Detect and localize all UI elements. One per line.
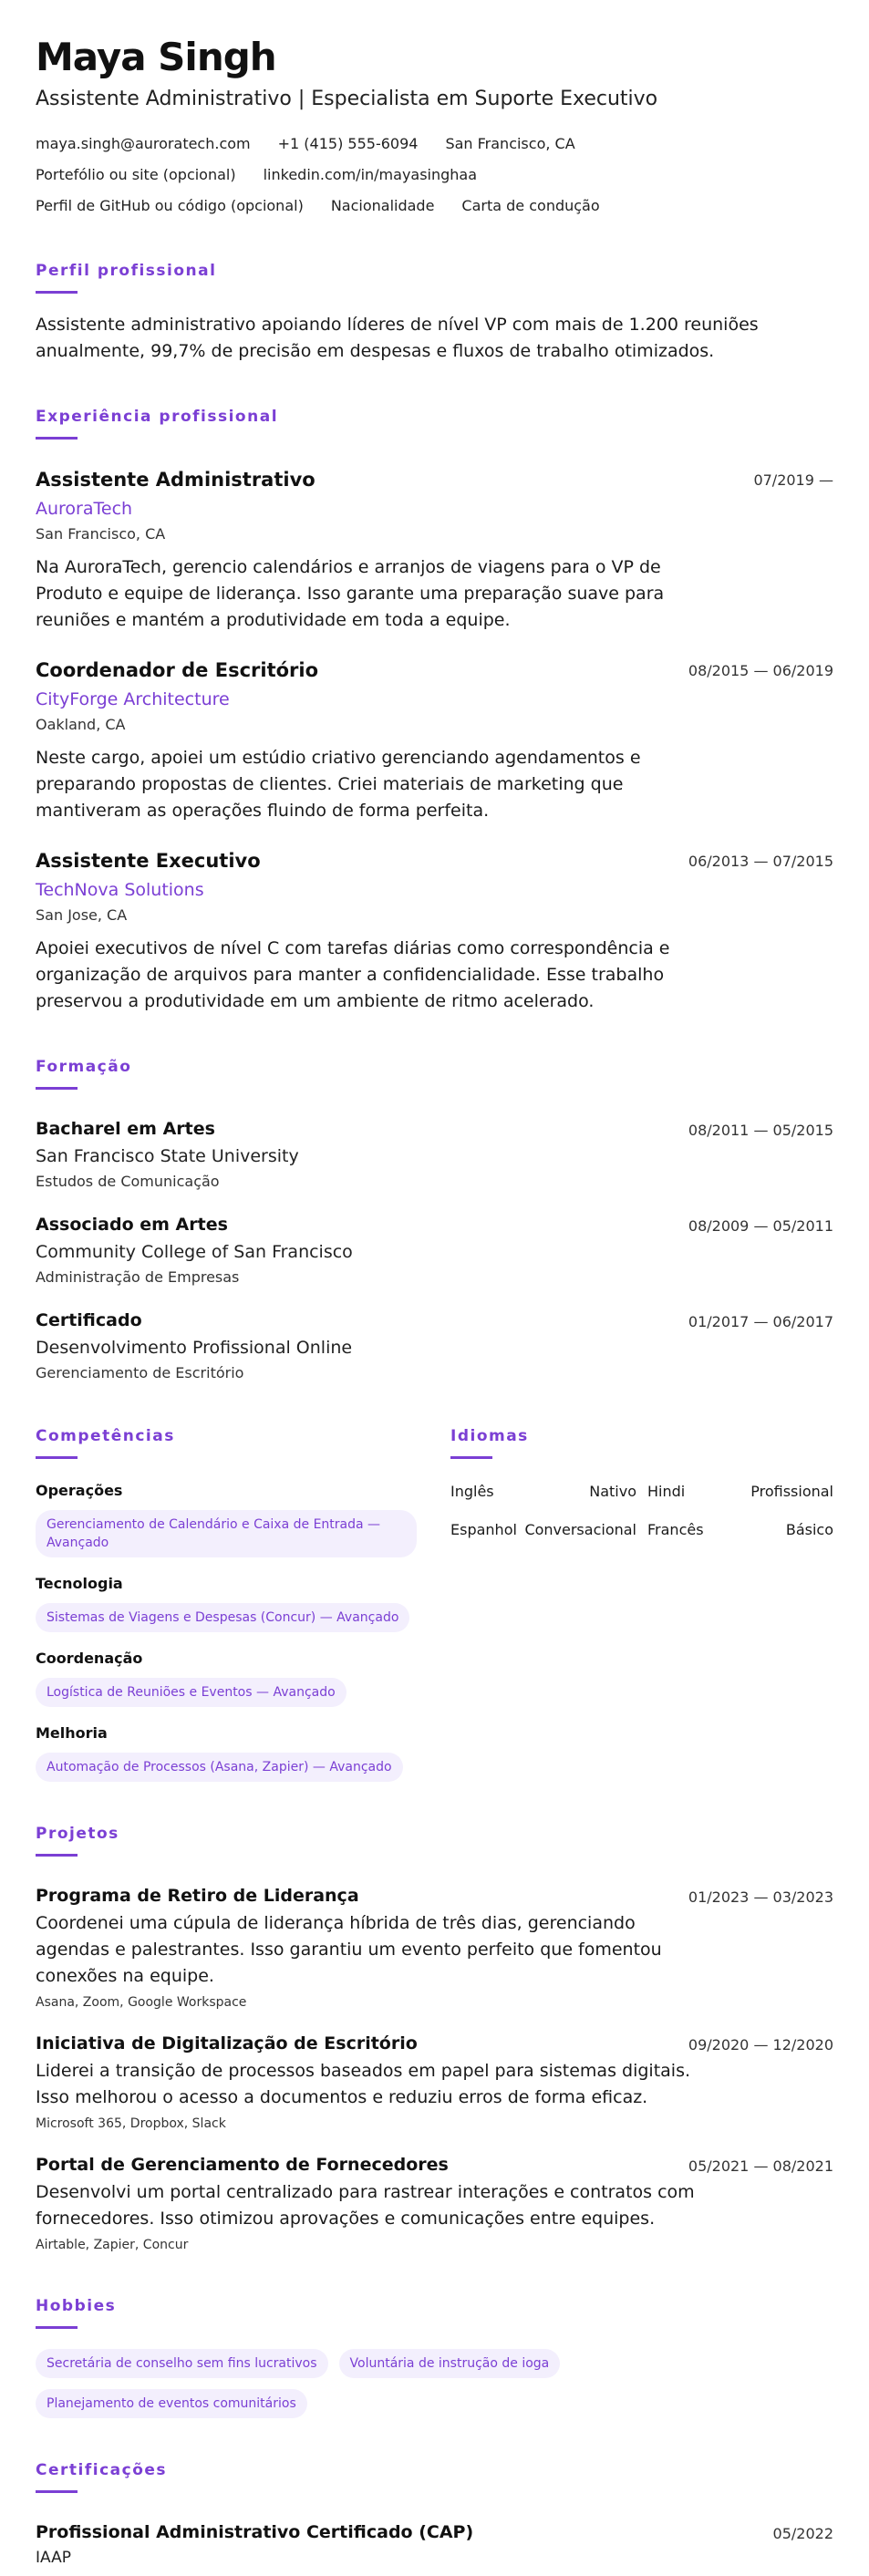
job-location: San Francisco, CA: [36, 525, 166, 543]
section-title: Idiomas: [450, 1427, 529, 1445]
field-of-study: Estudos de Comunicação: [36, 1173, 220, 1190]
projects-section: [36, 1824, 833, 2254]
language-item: [450, 1481, 636, 1503]
hobby-chip: Secretária de conselho sem fins lucrativos: [36, 2349, 328, 2378]
language-item: [450, 1519, 636, 1541]
profile-section: [36, 261, 833, 365]
project-dates: 09/2020 — 12/2020: [688, 2036, 833, 2054]
job-dates: 06/2013 — 07/2015: [688, 853, 833, 870]
experience-item: [36, 657, 833, 824]
skill-group: [36, 1574, 423, 1632]
skill-chip: Logística de Reuniões e Eventos — Avançado: [36, 1678, 347, 1707]
job-dates: 08/2015 — 06/2019: [688, 662, 833, 679]
degree-name: Certificado: [36, 1310, 142, 1330]
job-title: Assistente Administrativo: [36, 469, 316, 491]
skill-group: [36, 1649, 423, 1707]
candidate-name: Maya Singh: [36, 35, 276, 79]
skill-category: Tecnologia: [36, 1575, 123, 1592]
certification-item: [36, 2520, 833, 2569]
project-title: Iniciativa de Digitalização de Escritório: [36, 2033, 418, 2054]
language-level: Nativo: [589, 1483, 636, 1500]
experience-section: [36, 407, 833, 1015]
contact-phone[interactable]: +1 (415) 555-6094: [277, 135, 419, 152]
skills-section: [36, 1426, 423, 1782]
language-item: [647, 1519, 833, 1541]
section-divider: [36, 1854, 78, 1857]
profile-summary: Assistente administrativo apoiando líderes de nível VP com mais de 1.200 reuniões anualmente, 99,7% de precisão em despesas e fluxos de trabalho otimizados.: [36, 315, 759, 361]
skill-category: Melhoria: [36, 1724, 108, 1742]
hobby-list: [36, 2349, 833, 2418]
section-divider: [36, 437, 78, 440]
contact-nationality: Nacionalidade: [330, 197, 435, 214]
project-tech: Asana, Zoom, Google Workspace: [36, 1995, 247, 2010]
resume-header: [36, 35, 833, 217]
job-description: Na AuroraTech, gerencio calendários e arranjos de viagens para o VP de Produto e equipe de liderança. Isso garante uma preparação suave para reuniões e mantém a produtividade em toda a equipe.: [36, 557, 665, 630]
degree-name: Associado em Artes: [36, 1215, 228, 1235]
section-divider: [36, 1456, 78, 1459]
project-description: Liderei a transição de processos baseados em papel para sistemas digitais. Isso melhorou o acesso a documentos e reduziu erros de forma eficaz.: [36, 2061, 691, 2107]
section-divider: [36, 1087, 78, 1090]
job-title: Coordenador de Escritório: [36, 659, 319, 681]
language-name: Espanhol: [450, 1521, 517, 1538]
contact-email[interactable]: maya.singh@auroratech.com: [36, 135, 251, 152]
language-level: Básico: [785, 1521, 833, 1538]
section-title: Projetos: [36, 1825, 119, 1843]
job-title: Assistente Executivo: [36, 850, 261, 872]
school-name: San Francisco State University: [36, 1146, 299, 1166]
skill-category: Operações: [36, 1482, 123, 1499]
contact-location: San Francisco, CA: [445, 135, 575, 152]
project-dates: 01/2023 — 03/2023: [688, 1888, 833, 1906]
section-title: Competências: [36, 1427, 175, 1445]
language-name: Inglês: [450, 1483, 494, 1500]
skill-chip: Automação de Processos (Asana, Zapier) — Avançado: [36, 1753, 403, 1782]
education-item: [36, 1309, 833, 1384]
education-dates: 08/2009 — 05/2011: [688, 1217, 833, 1235]
language-item: [647, 1481, 833, 1503]
contact-list: [36, 133, 747, 217]
language-name: Hindi: [647, 1483, 686, 1500]
education-item: [36, 1213, 833, 1288]
skill-chip: Gerenciamento de Calendário e Caixa de Entrada — Avançado: [36, 1510, 417, 1557]
project-title: Portal de Gerenciamento de Fornecedores: [36, 2155, 449, 2175]
language-level: Conversacional: [524, 1521, 636, 1538]
section-title: Experiência profissional: [36, 408, 279, 426]
skills-languages-row: [36, 1426, 833, 1782]
project-tech: Airtable, Zapier, Concur: [36, 2238, 189, 2252]
section-divider: [36, 2490, 78, 2493]
section-divider: [36, 291, 78, 294]
school-name: Community College of San Francisco: [36, 1242, 353, 1262]
company-name: AuroraTech: [36, 499, 133, 519]
candidate-headline: Assistente Administrativo | Especialista em Suporte Executivo: [36, 88, 658, 110]
project-item: [36, 2153, 833, 2254]
skill-group: [36, 1723, 423, 1782]
job-description: Apoiei executivos de nível C com tarefas diárias como correspondência e organização de arquivos para manter a confidencialidade. Esse trabalho preservou a produtividade em um ambiente de ritmo acelerado.: [36, 938, 670, 1011]
job-description: Neste cargo, apoiei um estúdio criativo gerenciando agendamentos e preparando propostas de clientes. Criei materiais de marketing que mantiveram as operações fluindo de forma perfeita.: [36, 748, 641, 821]
language-level: Profissional: [750, 1483, 833, 1500]
education-dates: 01/2017 — 06/2017: [688, 1313, 833, 1330]
job-location: Oakland, CA: [36, 716, 126, 733]
school-name: Desenvolvimento Profissional Online: [36, 1338, 353, 1358]
skill-group: [36, 1481, 423, 1557]
project-description: Coordenei uma cúpula de liderança híbrida de três dias, gerenciando agendas e palestrantes. Isso garantiu um evento perfeito que fomentou conexões na equipe.: [36, 1913, 662, 1986]
languages-section: [450, 1426, 833, 1782]
certification-name: Profissional Administrativo Certificado (CAP): [36, 2522, 474, 2542]
section-divider: [36, 2326, 78, 2329]
contact-driving-license: Carta de condução: [461, 197, 600, 214]
certifications-section: [36, 2460, 833, 2569]
hobbies-section: [36, 2296, 833, 2418]
education-item: [36, 1117, 833, 1193]
field-of-study: Administração de Empresas: [36, 1268, 240, 1286]
company-name: CityForge Architecture: [36, 689, 230, 709]
project-item: [36, 2032, 833, 2133]
experience-item: [36, 467, 833, 634]
education-dates: 08/2011 — 05/2015: [688, 1122, 833, 1139]
section-divider: [450, 1456, 492, 1459]
job-location: San Jose, CA: [36, 906, 128, 924]
job-dates: 07/2019 —: [753, 471, 833, 489]
section-title: Certificações: [36, 2461, 168, 2479]
section-title: Perfil profissional: [36, 262, 217, 280]
section-title: Formação: [36, 1058, 132, 1076]
project-tech: Microsoft 365, Dropbox, Slack: [36, 2116, 226, 2131]
certification-date: 05/2022: [772, 2525, 833, 2542]
company-name: TechNova Solutions: [36, 880, 204, 900]
degree-name: Bacharel em Artes: [36, 1119, 215, 1139]
contact-linkedin[interactable]: linkedin.com/in/mayasinghaa: [263, 166, 478, 183]
contact-github[interactable]: Perfil de GitHub ou código (opcional): [36, 197, 304, 214]
hobby-chip: Voluntária de instrução de ioga: [339, 2349, 561, 2378]
section-title: Hobbies: [36, 2297, 117, 2315]
skill-category: Coordenação: [36, 1650, 143, 1667]
hobby-chip: Planejamento de eventos comunitários: [36, 2389, 307, 2418]
language-list: [450, 1481, 833, 1541]
field-of-study: Gerenciamento de Escritório: [36, 1364, 244, 1381]
project-dates: 05/2021 — 08/2021: [688, 2157, 833, 2175]
education-section: [36, 1057, 833, 1384]
certification-issuer: IAAP: [36, 2549, 71, 2567]
language-name: Francês: [647, 1521, 704, 1538]
project-item: [36, 1884, 833, 2012]
experience-item: [36, 848, 833, 1015]
contact-portfolio[interactable]: Portefólio ou site (opcional): [36, 166, 236, 183]
project-title: Programa de Retiro de Liderança: [36, 1886, 359, 1906]
skill-chip: Sistemas de Viagens e Despesas (Concur) — Avançado: [36, 1603, 409, 1632]
project-description: Desenvolvi um portal centralizado para rastrear interações e contratos com fornecedores. Isso otimizou aprovações e comunicações entre equipes.: [36, 2182, 695, 2229]
